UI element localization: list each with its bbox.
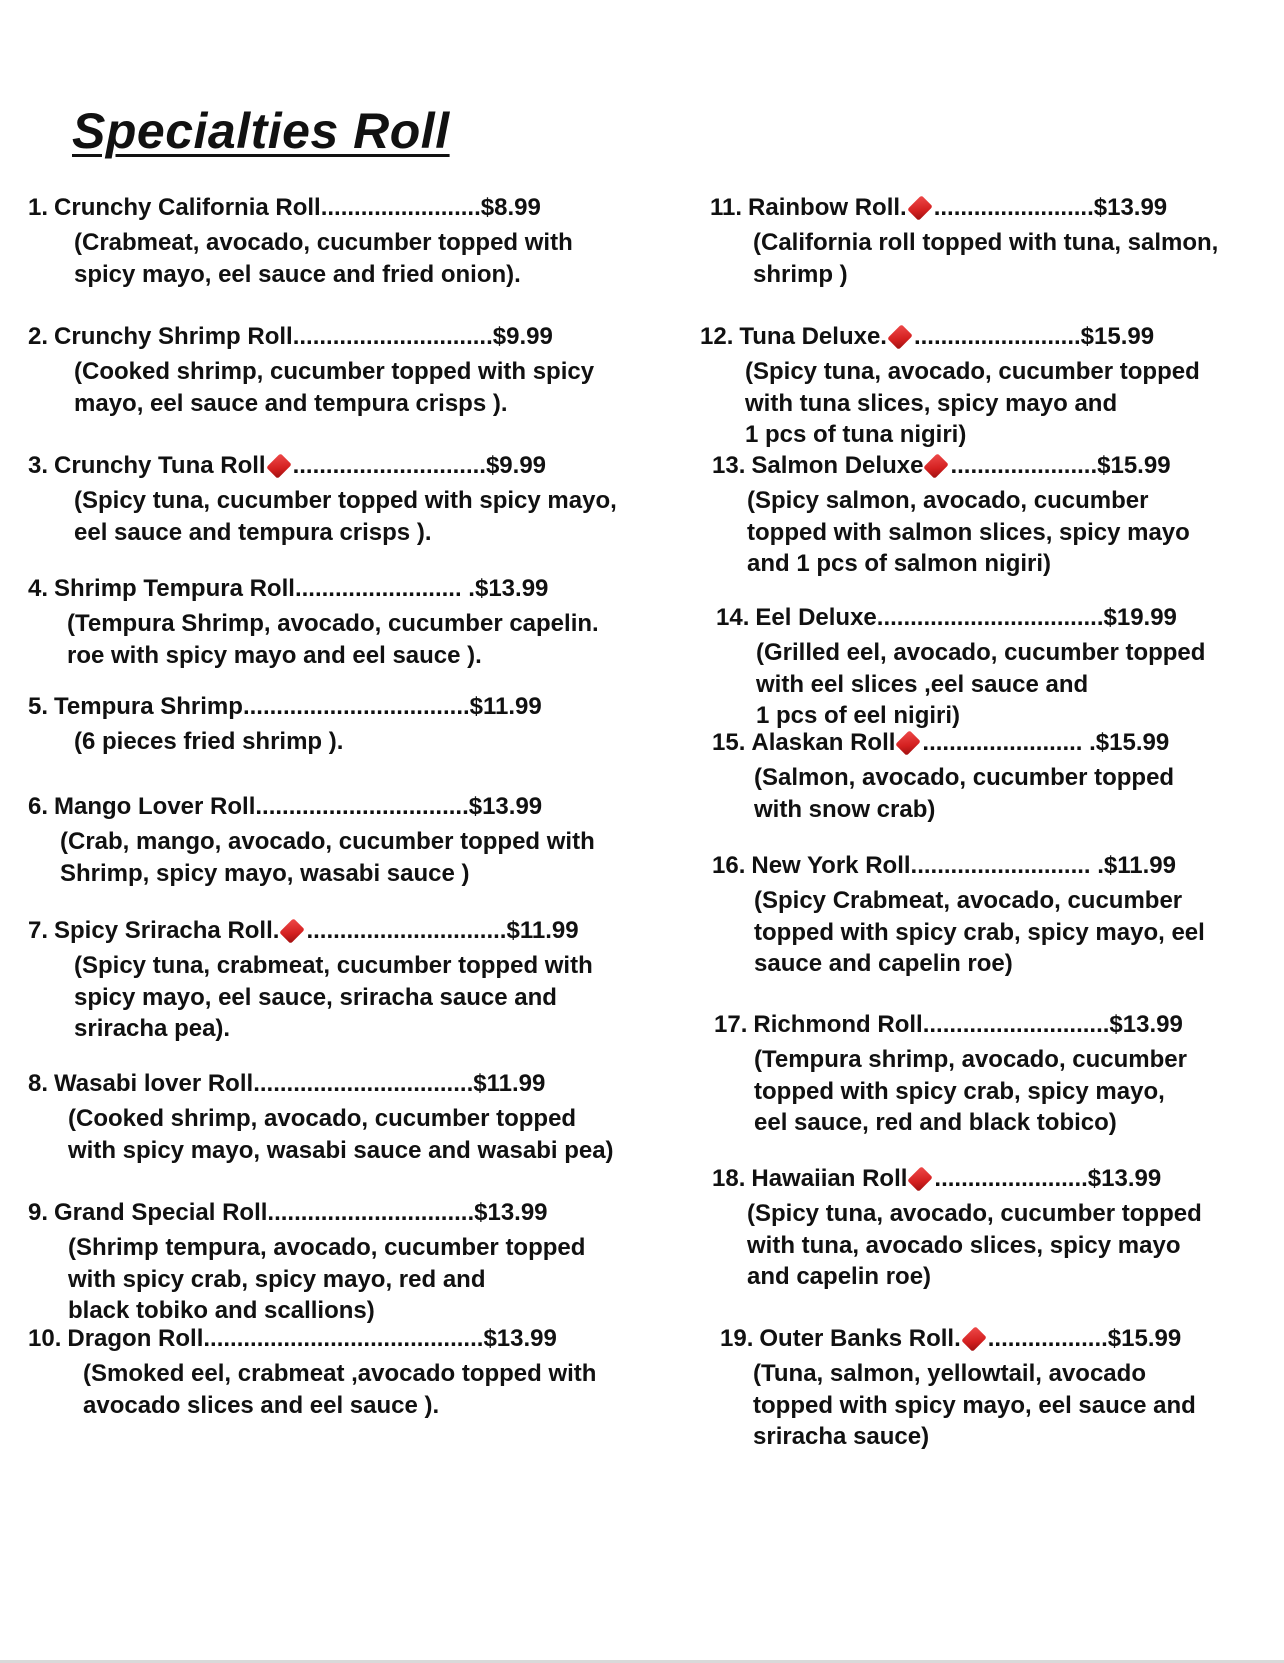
item-name: Hawaiian Roll <box>751 1165 908 1192</box>
menu-item <box>710 193 1238 290</box>
description-line: (Cooked shrimp, avocado, cucumber topped <box>68 1105 577 1132</box>
description-line: and 1 pcs of salmon nigiri) <box>747 550 1052 577</box>
item-name: Crunchy California Roll <box>54 194 321 221</box>
item-description <box>747 1198 1230 1293</box>
description-line: with eel slices ,eel sauce and <box>756 670 1089 698</box>
menu-item-header <box>28 322 588 352</box>
description-line: shrimp ) <box>753 260 848 288</box>
price-leader-dots: ...................... <box>950 452 1098 479</box>
menu-item-header <box>28 916 588 946</box>
menu-item-header <box>712 728 1230 758</box>
item-description <box>747 485 1230 580</box>
item-price: $15.99 <box>1097 452 1171 479</box>
description-line: (Shrimp tempura, avocado, cucumber topped <box>68 1234 586 1261</box>
item-name: Shrimp Tempura Roll <box>54 575 295 602</box>
item-number: 16. <box>712 852 746 879</box>
item-description <box>83 1358 597 1421</box>
description-line: mayo, eel sauce and tempura crisps ). <box>74 389 508 417</box>
menu-item <box>712 851 1232 980</box>
description-line: (Smoked eel, crabmeat ,avocado topped with <box>83 1360 597 1387</box>
description-line: topped with spicy mayo, eel sauce and <box>753 1391 1196 1419</box>
item-number: 4. <box>28 575 49 602</box>
item-number: 1. <box>28 194 49 221</box>
item-name: Wasabi lover Roll <box>54 1070 254 1097</box>
description-line: (Salmon, avocado, cucumber topped <box>754 764 1175 791</box>
price-leader-dots: .............................. <box>306 917 507 944</box>
item-description <box>74 356 595 419</box>
description-line: (Cooked shrimp, cucumber topped with spicy <box>74 358 595 385</box>
description-line: sriracha pea). <box>74 1015 231 1042</box>
description-line: eel sauce and tempura crisps ). <box>74 518 432 546</box>
item-name: New York Roll <box>751 852 911 879</box>
menu-item <box>712 728 1230 825</box>
price-leader-dots: ........................ <box>933 194 1094 221</box>
item-number: 3. <box>28 452 49 479</box>
item-name: Outer Banks Roll. <box>759 1325 961 1352</box>
item-description <box>74 227 588 290</box>
item-name: Crunchy Tuna Roll <box>54 452 266 479</box>
item-description <box>754 1044 1234 1139</box>
description-line: topped with salmon slices, spicy mayo <box>747 518 1190 546</box>
item-price: $9.99 <box>485 452 547 479</box>
spicy-diamond-icon <box>907 195 932 220</box>
item-number: 8. <box>28 1070 49 1097</box>
menu-item-header <box>28 193 588 223</box>
item-name: Alaskan Roll <box>751 729 896 756</box>
menu-item <box>28 193 588 290</box>
description-line: (Spicy Crabmeat, avocado, cucumber <box>754 887 1183 914</box>
menu-item-header <box>712 451 1230 481</box>
description-line: (Tuna, salmon, yellowtail, avocado <box>753 1360 1146 1387</box>
price-leader-dots: ................................. <box>253 1070 474 1097</box>
item-number: 18. <box>712 1165 746 1192</box>
description-line: spicy mayo, eel sauce and fried onion). <box>74 260 521 288</box>
price-leader-dots: .......................................... <box>203 1325 484 1352</box>
description-line: and capelin roe) <box>747 1263 932 1290</box>
item-price: $11.99 <box>506 917 579 944</box>
price-leader-dots: .................................. <box>242 693 470 720</box>
description-line: Shrimp, spicy mayo, wasabi sauce ) <box>60 859 470 887</box>
item-name: Crunchy Shrimp Roll <box>54 323 293 350</box>
item-number: 7. <box>28 917 49 944</box>
menu-item-header <box>712 851 1232 881</box>
menu-item-header <box>28 451 588 481</box>
description-line: with spicy crab, spicy mayo, red and <box>68 1265 486 1293</box>
description-line: with spicy mayo, wasabi sauce and wasabi pea) <box>68 1136 614 1164</box>
menu-item-header <box>716 603 1234 633</box>
menu-item <box>712 451 1230 580</box>
item-price: $13.99 <box>1093 194 1168 221</box>
menu-item <box>28 1198 588 1327</box>
menu-item-header <box>28 792 588 822</box>
spicy-diamond-icon <box>961 1326 986 1351</box>
spicy-diamond-icon <box>908 1166 933 1191</box>
description-line: (Tempura Shrimp, avocado, cucumber capelin. <box>67 610 599 637</box>
description-line: (California roll topped with tuna, salmon, <box>753 229 1219 256</box>
item-number: 17. <box>714 1011 748 1038</box>
item-price: $19.99 <box>1103 604 1177 631</box>
item-name: Tempura Shrimp <box>54 693 243 720</box>
description-line: (Tempura shrimp, avocado, cucumber <box>754 1046 1187 1073</box>
spicy-diamond-icon <box>924 453 949 478</box>
item-description <box>67 608 599 671</box>
description-line: (Spicy tuna, avocado, cucumber topped <box>747 1200 1202 1227</box>
description-line: (Spicy tuna, avocado, cucumber topped <box>745 358 1200 385</box>
description-line: 1 pcs of tuna nigiri) <box>745 421 967 448</box>
item-price: $15.99 <box>1080 323 1155 350</box>
item-name: Richmond Roll <box>753 1011 923 1038</box>
spicy-diamond-icon <box>280 918 305 943</box>
item-price: $11.99 <box>1103 852 1176 879</box>
menu-item <box>28 1324 597 1421</box>
menu-item-header <box>714 1010 1234 1040</box>
price-leader-dots: ............................ <box>922 1011 1110 1038</box>
description-line: (Grilled eel, avocado, cucumber topped <box>756 639 1206 666</box>
item-price: $13.99 <box>468 793 543 820</box>
description-line: sriracha sauce) <box>753 1423 930 1450</box>
description-line: black tobiko and scallions) <box>68 1297 375 1324</box>
menu-item <box>28 1069 614 1166</box>
description-line: spicy mayo, eel sauce, sriracha sauce and <box>74 983 557 1011</box>
item-price: $13.99 <box>1109 1011 1183 1038</box>
price-leader-dots: ........................... . <box>910 852 1104 879</box>
item-description <box>754 762 1230 825</box>
item-description <box>68 1232 588 1327</box>
menu-item-header <box>28 574 588 604</box>
price-leader-dots: ........................ <box>320 194 481 221</box>
price-leader-dots: ............................... <box>267 1199 475 1226</box>
item-number: 6. <box>28 793 49 820</box>
item-price: $13.99 <box>1087 1165 1162 1192</box>
menu-item-header <box>28 1069 588 1099</box>
item-description <box>756 637 1234 732</box>
item-name: Eel Deluxe <box>755 604 877 631</box>
description-line: (Spicy salmon, avocado, cucumber <box>747 487 1149 514</box>
description-line: (Crabmeat, avocado, cucumber topped with <box>74 229 573 256</box>
item-price: $11.99 <box>469 693 542 720</box>
menu-item-header <box>710 193 1238 223</box>
menu-item <box>28 322 595 419</box>
menu-item <box>720 1324 1236 1453</box>
menu-item-header <box>712 1164 1230 1194</box>
menu-item <box>28 792 595 889</box>
item-number: 14. <box>716 604 750 631</box>
item-price: $11.99 <box>473 1070 546 1097</box>
menu-item <box>700 322 1228 451</box>
item-number: 9. <box>28 1199 49 1226</box>
description-line: roe with spicy mayo and eel sauce ). <box>67 641 482 669</box>
price-leader-dots: .............................. <box>292 323 493 350</box>
description-line: (Crab, mango, avocado, cucumber topped with <box>60 828 595 855</box>
description-line: with tuna slices, spicy mayo and <box>745 389 1118 417</box>
price-leader-dots: ........................ . <box>922 729 1096 756</box>
menu-item-header <box>700 322 1228 352</box>
item-price: $13.99 <box>474 1199 548 1226</box>
description-line: sauce and capelin roe) <box>754 950 1013 977</box>
item-price: $15.99 <box>1095 729 1170 756</box>
description-line: eel sauce, red and black tobico) <box>754 1109 1117 1136</box>
spicy-diamond-icon <box>896 730 921 755</box>
description-line: topped with spicy crab, spicy mayo, <box>754 1077 1165 1105</box>
item-price: $13.99 <box>474 575 549 602</box>
description-line: avocado slices and eel sauce ). <box>83 1391 440 1419</box>
description-line: (6 pieces fried shrimp ). <box>74 728 344 755</box>
item-name: Rainbow Roll. <box>748 194 907 221</box>
menu-item <box>28 451 617 548</box>
item-number: 10. <box>28 1325 62 1352</box>
item-description <box>68 1103 614 1166</box>
item-name: Dragon Roll <box>67 1325 204 1352</box>
item-number: 5. <box>28 693 49 720</box>
item-description <box>753 227 1238 290</box>
menu-item <box>28 574 599 671</box>
item-price: $9.99 <box>492 323 553 350</box>
menu-item <box>714 1010 1234 1139</box>
page-title: Specialties Roll <box>72 103 450 159</box>
item-name: Tuna Deluxe. <box>739 323 887 350</box>
menu-item <box>716 603 1234 732</box>
price-leader-dots: ......................... <box>913 323 1081 350</box>
spicy-diamond-icon <box>266 453 291 478</box>
spicy-diamond-icon <box>887 324 912 349</box>
item-name: Grand Special Roll <box>54 1199 268 1226</box>
item-description <box>745 356 1228 451</box>
item-description <box>754 885 1232 980</box>
item-description <box>753 1358 1236 1453</box>
description-line: with tuna, avocado slices, spicy mayo <box>747 1231 1181 1259</box>
price-leader-dots: ......................... . <box>294 575 475 602</box>
price-leader-dots: .................. <box>987 1325 1108 1352</box>
description-line: topped with spicy crab, spicy mayo, eel <box>754 918 1205 946</box>
menu-item <box>28 692 588 758</box>
price-leader-dots: ................................ <box>255 793 469 820</box>
item-number: 15. <box>712 729 746 756</box>
item-name: Spicy Sriracha Roll. <box>54 917 280 944</box>
item-number: 13. <box>712 452 746 479</box>
price-leader-dots: ....................... <box>934 1165 1088 1192</box>
menu-item-header <box>28 1198 588 1228</box>
description-line: 1 pcs of eel nigiri) <box>756 702 961 729</box>
item-number: 19. <box>720 1325 754 1352</box>
item-description <box>74 726 588 758</box>
price-leader-dots: .................................. <box>876 604 1104 631</box>
price-leader-dots: ............................. <box>292 452 486 479</box>
item-description <box>74 950 593 1045</box>
menu-item-header <box>28 692 588 722</box>
menu-item <box>28 916 593 1045</box>
description-line: with snow crab) <box>754 795 936 823</box>
item-price: $8.99 <box>480 194 541 221</box>
item-number: 11. <box>710 194 743 221</box>
menu-item-header <box>720 1324 1236 1354</box>
item-price: $15.99 <box>1107 1325 1182 1352</box>
item-name: Mango Lover Roll <box>54 793 256 820</box>
description-line: (Spicy tuna, cucumber topped with spicy mayo, <box>74 487 617 514</box>
item-description <box>74 485 617 548</box>
menu-item-header <box>28 1324 588 1354</box>
item-number: 2. <box>28 323 49 350</box>
item-name: Salmon Deluxe <box>751 452 924 479</box>
item-description <box>60 826 595 889</box>
description-line: (Spicy tuna, crabmeat, cucumber topped with <box>74 952 593 979</box>
item-number: 12. <box>700 323 734 350</box>
menu-item <box>712 1164 1230 1293</box>
item-price: $13.99 <box>483 1325 557 1352</box>
